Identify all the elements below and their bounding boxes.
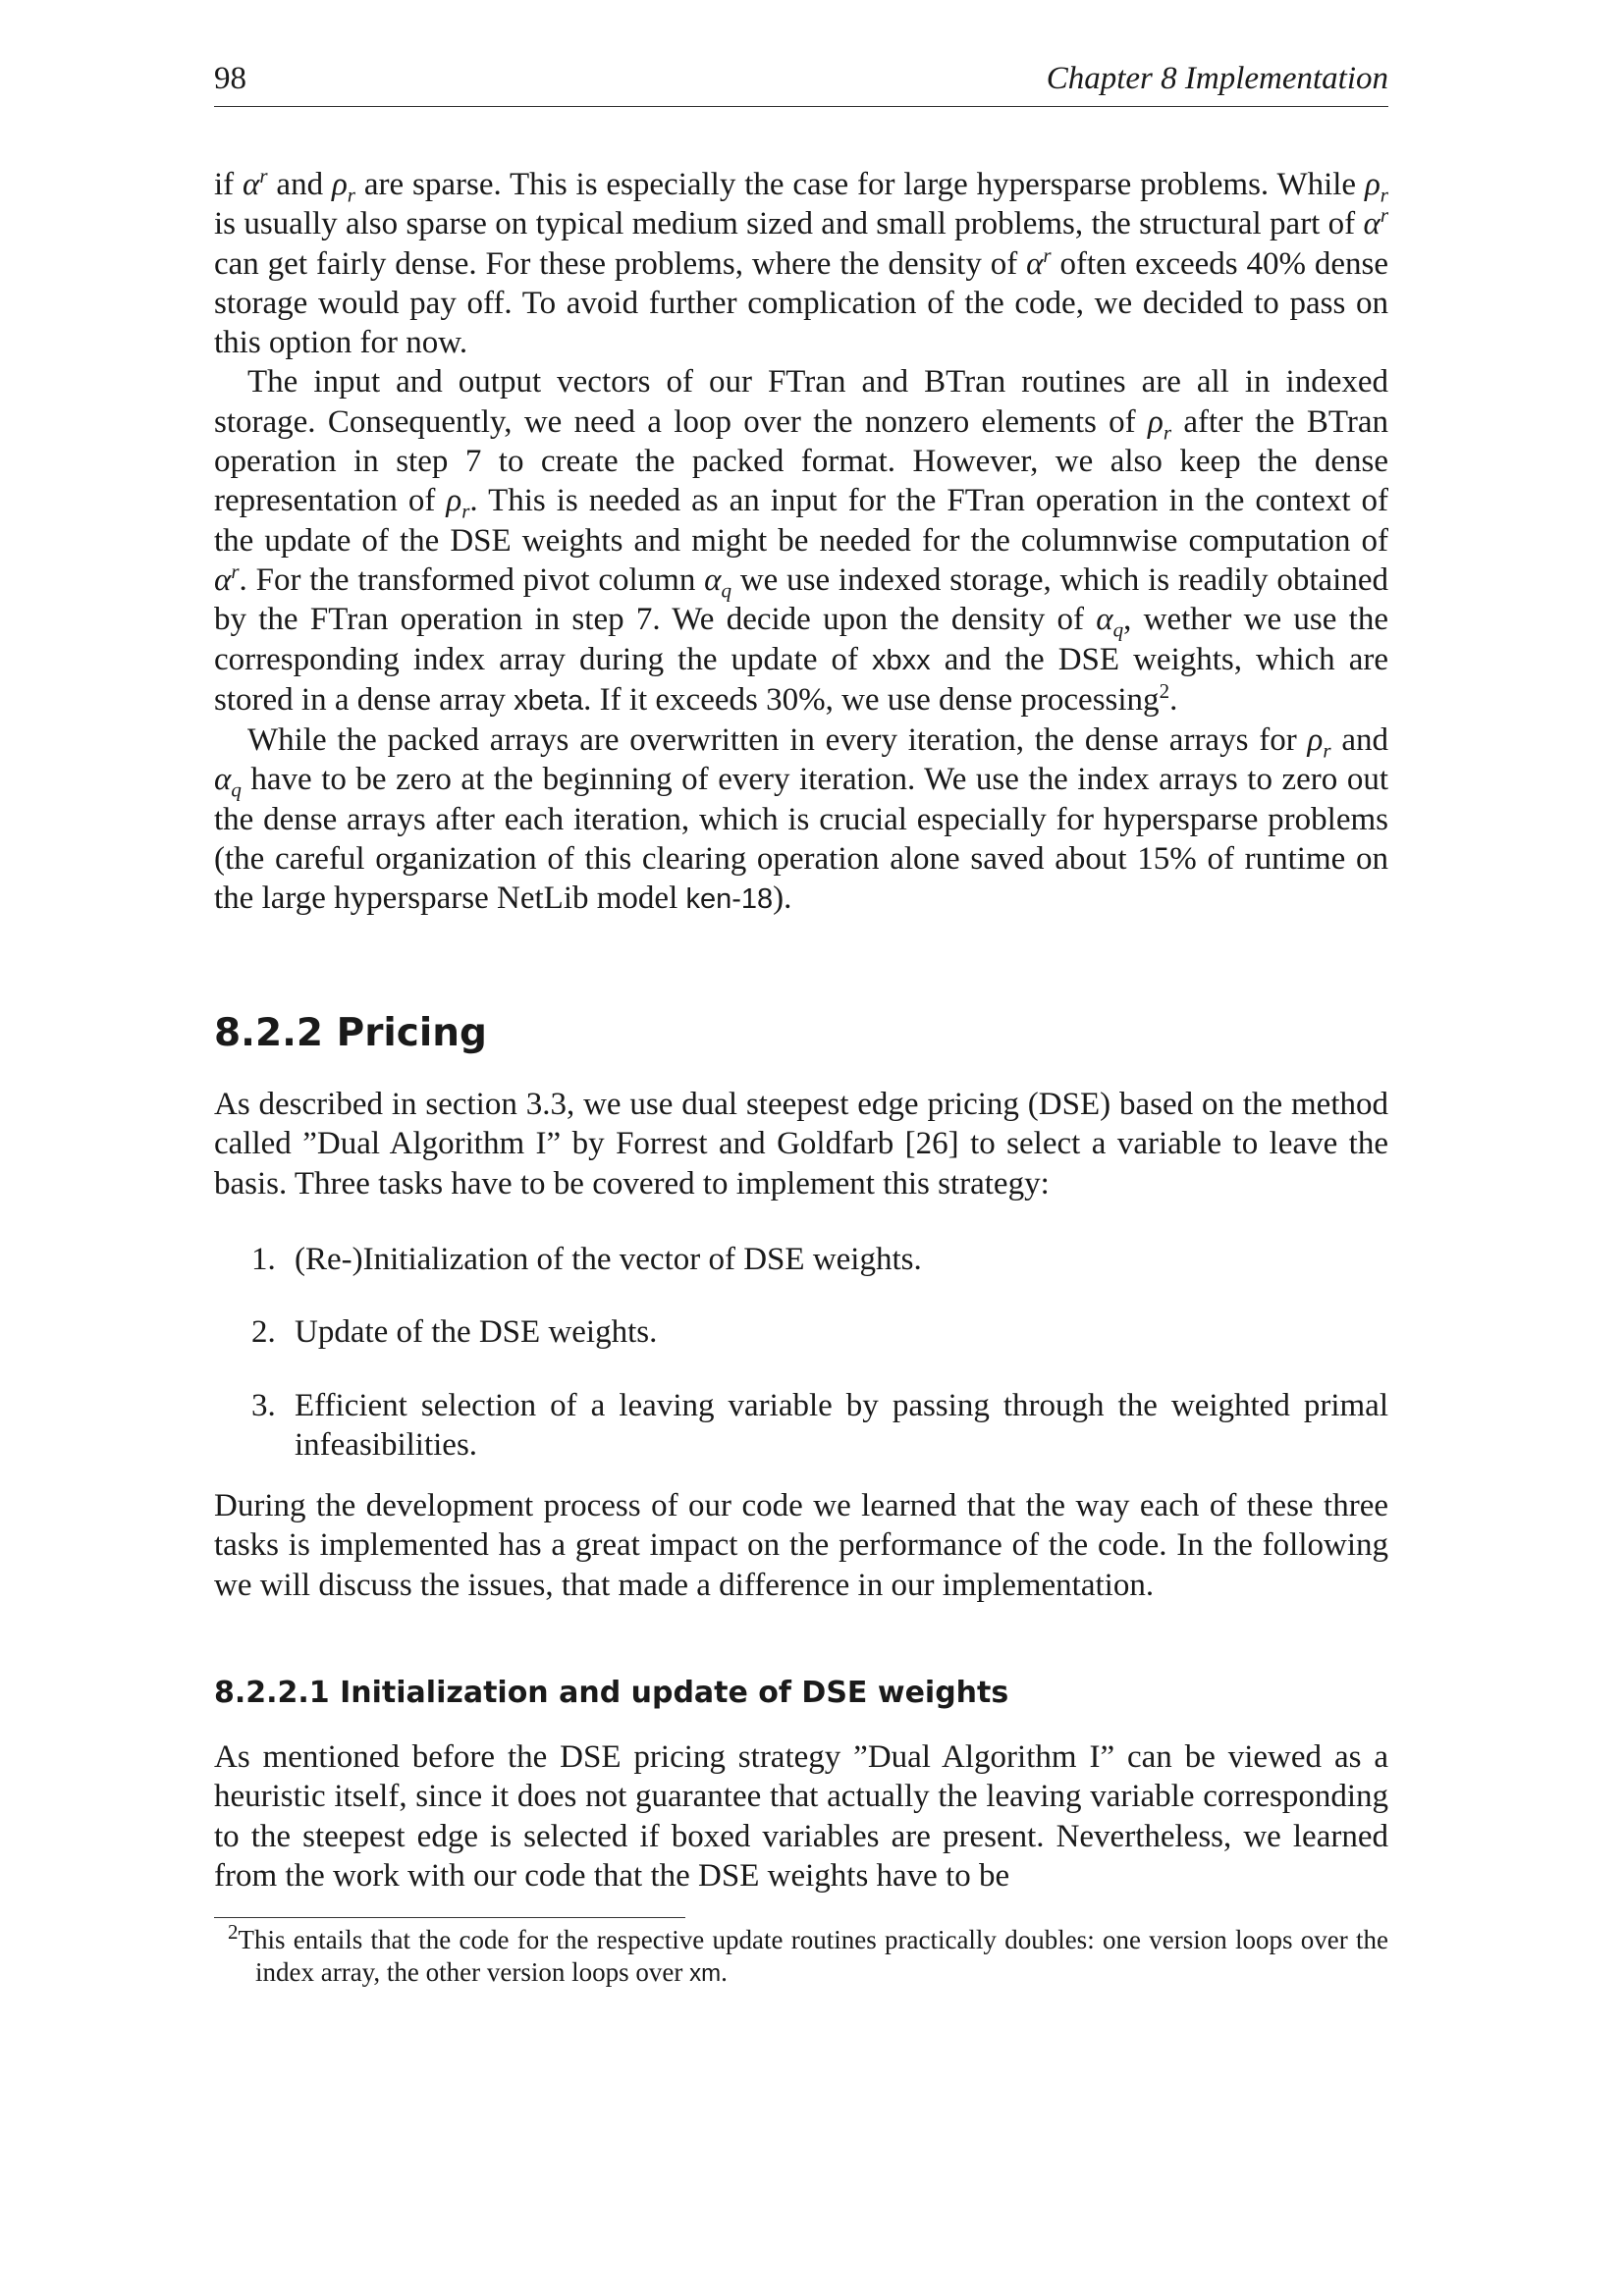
page-number: 98 bbox=[214, 61, 246, 96]
paragraph-1: if $\alpha^r$ and $\rho_r$ are sparse. This is especially the case for large hypersparse problems. While $\rho_r$ is usually also sparse on typical medium sized and small problems, the structural part of $\alpha^r$ can get fairly dense. For these problems, where the density of $\alpha^r$ often exceeds 40% dense storage would pay off. To avoid further complication of the code, we decided to pass on this option for now. bbox=[214, 164, 1388, 361]
section-intro: As described in section 3.3, we use dual steepest edge pricing (DSE) based on the method called ”Dual Algorithm I” by Forrest and Goldfarb [26] to select a variable to leave the basis. Three tasks have to be covered to implement this strategy: bbox=[214, 1087, 1388, 1201]
code-ken18: ken-18 bbox=[685, 883, 774, 916]
paragraph-3: While the packed arrays are overwritten in every iteration, the dense arrays for $\rho_r$ and $\alpha_q$ have to be zero at the beginning of every iteration. We use the index arrays to zero out the dense arrays after each iteration, which is crucial especially for hypersparse problems (the careful organization of this clearing operation alone saved about 15% of runtime on the large hypersparse NetLib model ken-18). bbox=[214, 722, 1388, 917]
code-xm: xm bbox=[689, 1960, 722, 1987]
running-header bbox=[214, 59, 1388, 107]
code-xbxx: xbxx bbox=[872, 644, 931, 676]
section-heading: 8.2.2 Pricing bbox=[214, 1011, 487, 1055]
footnote: $^2$This entails that the code for the respective update routines practically doubles: one version loops over the index array, the other version loops over xm. bbox=[228, 1920, 1388, 1987]
body-text bbox=[214, 165, 1388, 920]
subsection-heading: 8.2.2.1 Initialization and update of DSE weights bbox=[214, 1676, 1009, 1710]
footnote-number: 2 bbox=[228, 1920, 239, 1944]
code-xbeta: xbeta bbox=[514, 684, 584, 717]
subsection-text: As mentioned before the DSE pricing strategy ”Dual Algorithm I” can be viewed as a heuristic itself, since it does not guarantee that actually the leaving variable corresponding to the steepest edge is selected if boxed variables are present. Nevertheless, we learned from the work with our code that the DSE weights have to be bbox=[214, 1739, 1388, 1894]
section-after-list: During the development process of our code we learned that the way each of these three tasks is implemented has a great impact on the performance of the code. In the following we will discuss the issues, that made a difference in our implementation. bbox=[214, 1488, 1388, 1603]
footnote-rule bbox=[214, 1917, 685, 1918]
list-item: 2. Update of the DSE weights. bbox=[251, 1314, 658, 1351]
list-item: 1. (Re-)Initialization of the vector of DSE weights. bbox=[251, 1242, 922, 1277]
paragraph-2: The input and output vectors of our FTran and BTran routines are all in indexed storage. Consequently, we need a loop over the nonzero elements of $\rho_r$ after the BTran operation in step 7 to create the packed format. However, we also keep the dense representation of $\rho_r$. This is needed as an input for the FTran operation in the context of the update of the DSE weights and might be needed for the columnwise computation of $\alpha^r$. For the transformed pivot column $\alpha_q$ we use indexed storage, which is readily obtained by the FTran operation in step 7. We decide upon the density of $\alpha_q$, wether we use the corresponding index array during the update of xbxx and the DSE weights, which are stored in a dense array xbeta. If it exceeds 30%, we use dense processing$^2$. bbox=[214, 364, 1388, 718]
list-item: 3. Efficient selection of a leaving variable by passing through the weighted primal infeasibilities. bbox=[251, 1387, 1388, 1463]
task-list bbox=[214, 1240, 1388, 1498]
chapter-title: Chapter 8 Implementation bbox=[1046, 61, 1388, 96]
footnote-marker: 2 bbox=[1159, 678, 1170, 703]
